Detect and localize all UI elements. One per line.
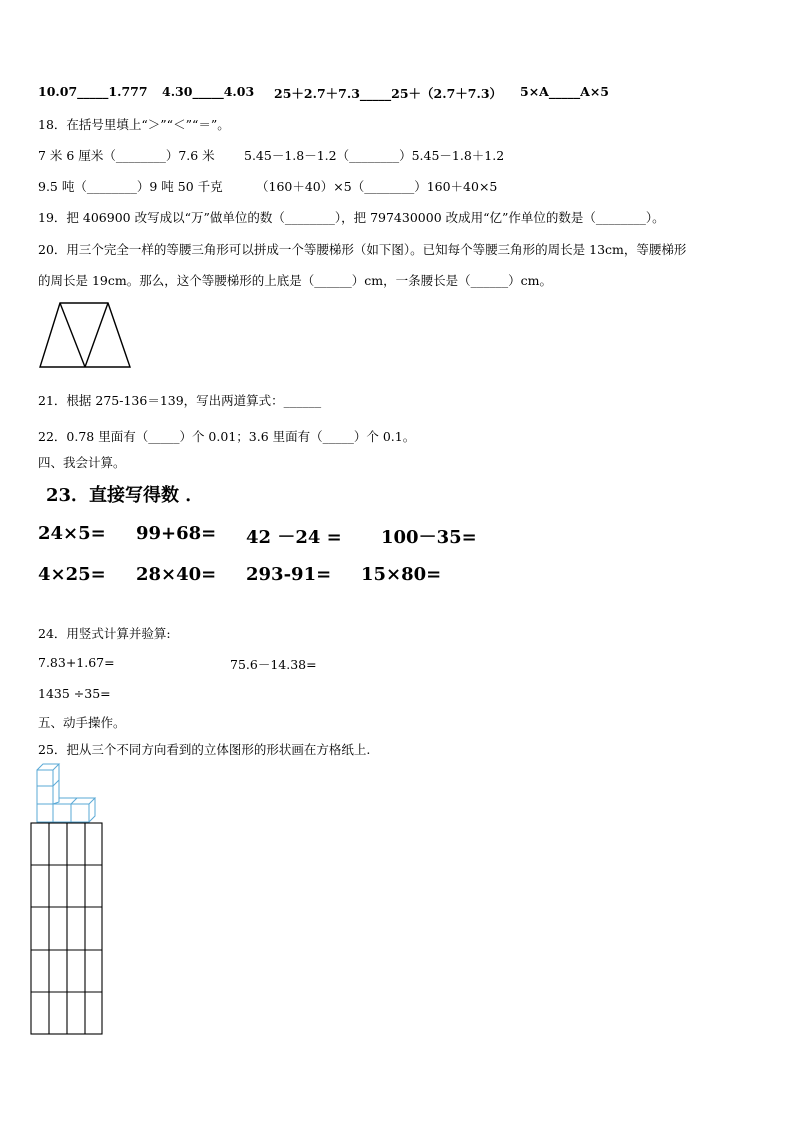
q23-calc-7: 293-91= bbox=[246, 564, 332, 585]
q24-calc-1: 7.83+1.67= bbox=[38, 655, 115, 670]
trapezoid-outline bbox=[40, 303, 130, 367]
trapezoid-inner-right bbox=[85, 303, 108, 367]
q18-compare-1: 7 米 6 厘米（________）7.6 米 bbox=[38, 148, 215, 163]
trapezoid-figure bbox=[38, 300, 138, 372]
q23-calc-3: 42 －24 = bbox=[246, 527, 342, 548]
q23-calc-1: 24×5= bbox=[38, 523, 106, 544]
q17-item-3: 25＋2.7＋7.3_____25＋（2.7＋7.3） bbox=[274, 86, 503, 101]
q18-compare-3: 9.5 吨（________）9 吨 50 千克 bbox=[38, 179, 223, 194]
q21-text: 21．根据 275-136＝139，写出两道算式：______ bbox=[38, 393, 322, 408]
q18-title: 18．在括号里填上“＞”“＜”“＝”。 bbox=[38, 117, 230, 132]
q17-item-4: 5×A_____A×5 bbox=[520, 84, 609, 99]
q19-text: 19．把 406900 改写成以“万”做单位的数（________），把 797430000 改成用“亿”作单位的数是（________）。 bbox=[38, 210, 665, 225]
q23-calc-2: 99+68= bbox=[136, 523, 217, 544]
q23-calc-6: 28×40= bbox=[136, 564, 217, 585]
q24-calc-3: 1435 ÷35= bbox=[38, 686, 111, 701]
q22-text: 22．0.78 里面有（_____）个 0.01；3.6 里面有（_____）个 0.1。 bbox=[38, 429, 416, 444]
q17-item-2: 4.30_____4.03 bbox=[162, 84, 255, 99]
q24-calc-2: 75.6－14.38= bbox=[230, 657, 317, 672]
section-5-title: 五、动手操作。 bbox=[38, 715, 126, 730]
q24-title: 24．用竖式计算并验算: bbox=[38, 626, 171, 641]
trapezoid-inner-left bbox=[60, 303, 85, 367]
section-4-title: 四、我会计算。 bbox=[38, 455, 126, 470]
cube-stack-figure bbox=[35, 762, 99, 824]
grid-paper bbox=[30, 822, 104, 1036]
q25-title: 25．把从三个不同方向看到的立体图形的形状画在方格纸上. bbox=[38, 742, 371, 757]
q18-compare-4: （160＋40）×5（________）160＋40×5 bbox=[256, 179, 498, 194]
q18-compare-2: 5.45－1.8－1.2（________）5.45－1.8＋1.2 bbox=[244, 148, 505, 163]
q20-line-2: 的周长是 19cm。那么，这个等腰梯形的上底是（______）cm，一条腰长是（______）cm。 bbox=[38, 273, 552, 288]
q23-calc-5: 4×25= bbox=[38, 564, 106, 585]
q23-title: 23．直接写得数 ． bbox=[46, 485, 204, 506]
q23-calc-8: 15×80= bbox=[361, 564, 442, 585]
q23-calc-4: 100－35= bbox=[381, 527, 477, 548]
q17-item-1: 10.07_____1.777 bbox=[38, 84, 148, 99]
q20-line-1: 20．用三个完全一样的等腰三角形可以拼成一个等腰梯形（如下图）。已知每个等腰三角形的周长是 13cm，等腰梯形 bbox=[38, 242, 687, 257]
